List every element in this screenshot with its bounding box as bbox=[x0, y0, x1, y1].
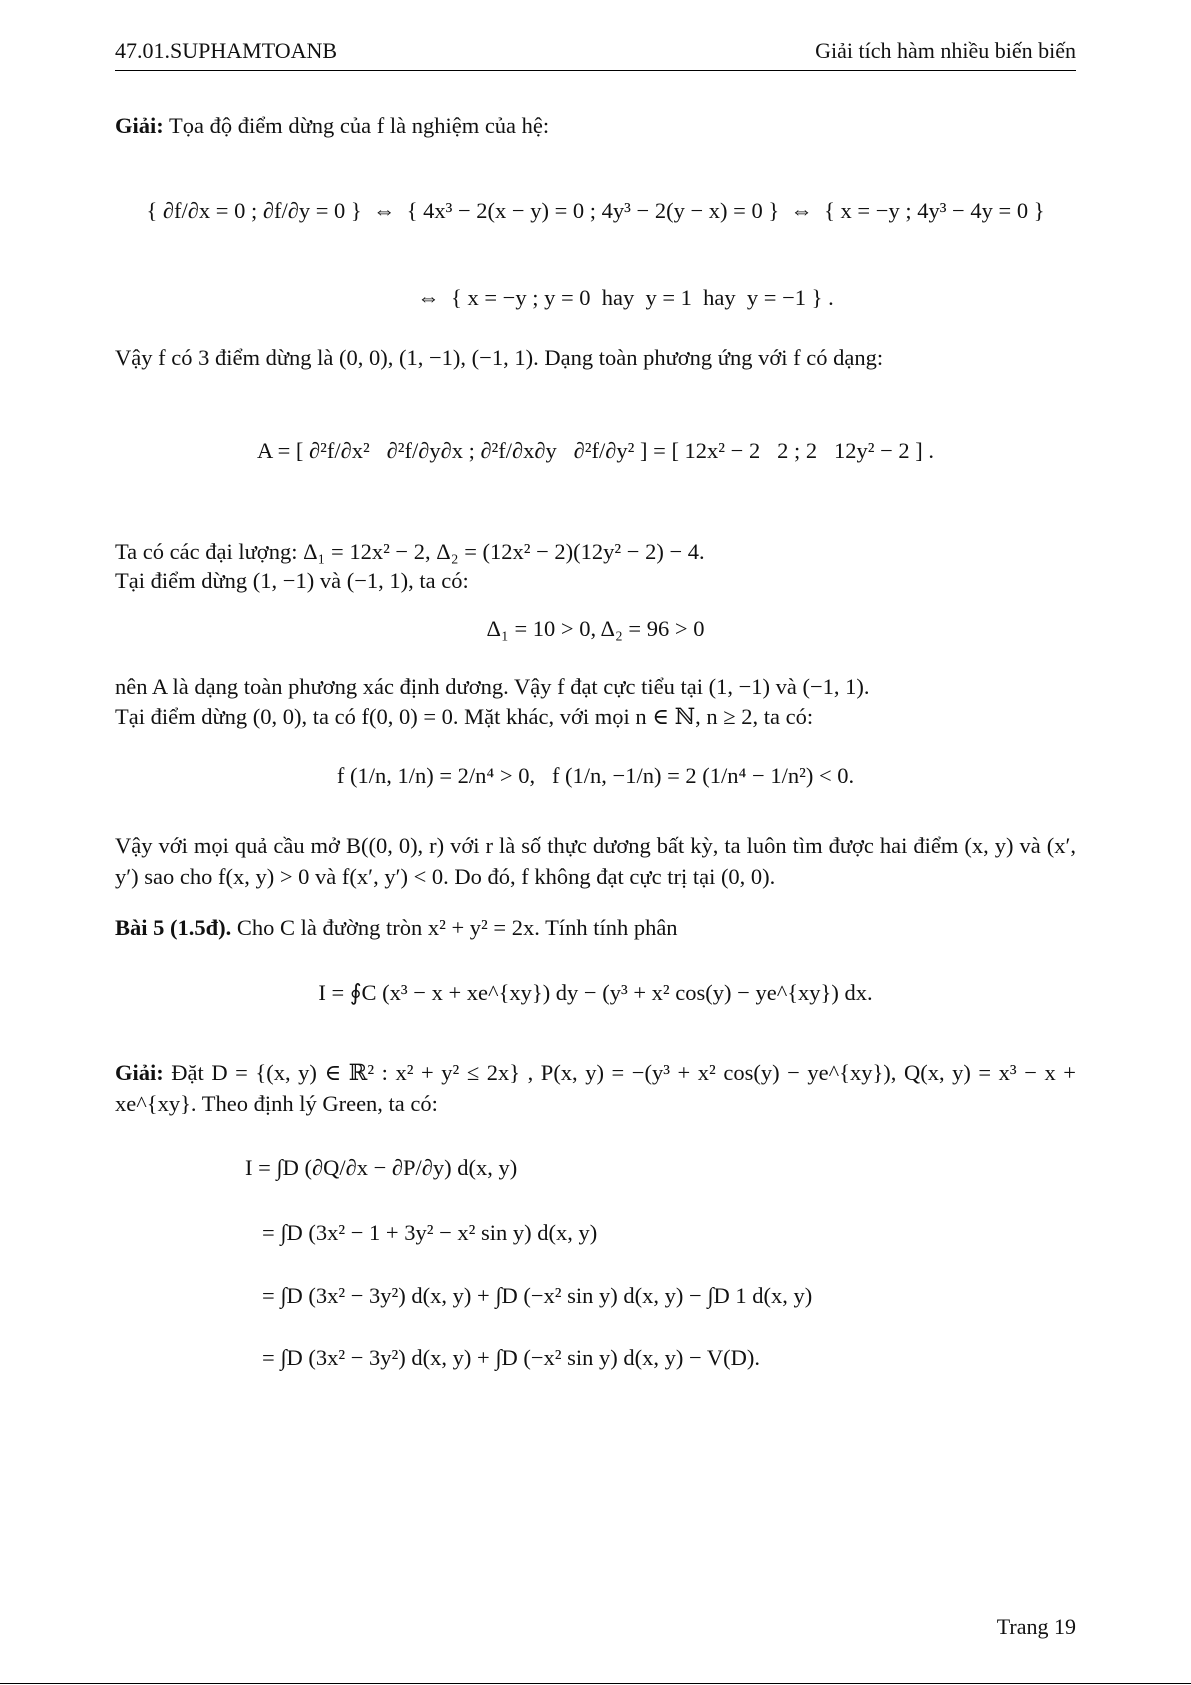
solution-2 bbox=[115, 1057, 1076, 1119]
equation-system-2: ⇔ { x = −y ; y = 0 hay y = 1 hay y = −1 } . bbox=[417, 285, 834, 310]
line-integral: I = ∮C (x³ − x + xe^{xy}) dy − (y³ + x² cos(y) − ye^{xy}) dx. bbox=[318, 980, 873, 1005]
critical-points-text: Vậy f có 3 điểm dừng là (0, 0), (1, −1), (−1, 1). Dạng toàn phương ứng với f có dạng: bbox=[115, 345, 884, 370]
f-values: f (1/n, 1/n) = 2/n⁴ > 0, f (1/n, −1/n) = 2 (1/n⁴ − 1/n²) < 0. bbox=[336, 763, 855, 788]
delta-definitions: Ta có các đại lượng: Δ₁ = 12x² − 2, Δ₂ = (12x² − 2)(12y² − 2) − 4. bbox=[115, 539, 705, 564]
solution-intro bbox=[115, 110, 1076, 141]
hessian-matrix: A = [ ∂²f/∂x² ∂²f/∂y∂x ; ∂²f/∂x∂y ∂²f/∂y² ] = [ 12x² − 2 2 ; 2 12y² − 2 ] . bbox=[256, 438, 935, 463]
problem-text: Cho C là đường tròn x² + y² = 2x. Tính tính phân bbox=[231, 915, 678, 940]
solution-2-text: Đặt D = {(x, y) ∈ ℝ² : x² + y² ≤ 2x} , P(x, y) = −(y³ + x² cos(y) − ye^{xy}), Q(x, y) = x³ − x + xe^{xy}. Theo định lý Green, ta có: bbox=[115, 1060, 1076, 1116]
header-title: Giải tích hàm nhiều biến biến bbox=[815, 38, 1076, 63]
page-header bbox=[115, 34, 1076, 71]
green-step-4: = ∫D (3x² − 3y²) d(x, y) + ∫D (−x² sin y) d(x, y) − V(D). bbox=[262, 1345, 761, 1370]
green-step-2: = ∫D (3x² − 1 + 3y² − x² sin y) d(x, y) bbox=[262, 1220, 598, 1245]
solution-intro-text: Tọa độ điểm dừng của f là nghiệm của hệ: bbox=[163, 113, 550, 138]
conclusion-no-extremum: Vậy với mọi quả cầu mở B((0, 0), r) với r là số thực dương bất kỳ, ta luôn tìm được hai điểm (x, y) và (x′, y′) sao cho f(x, y) > 0 và f(x′, y′) < 0. Do đó, f không đạt cực trị tại (0, 0). bbox=[115, 833, 1076, 889]
conclusion-minimum: nên A là dạng toàn phương xác định dương. Vậy f đạt cực tiểu tại (1, −1) và (−1, 1). bbox=[115, 674, 870, 699]
delta-values: Δ₁ = 10 > 0, Δ₂ = 96 > 0 bbox=[486, 616, 705, 641]
bottom-rule bbox=[0, 1683, 1191, 1684]
green-step-3: = ∫D (3x² − 3y²) d(x, y) + ∫D (−x² sin y) d(x, y) − ∫D 1 d(x, y) bbox=[262, 1283, 813, 1308]
solution-2-label: Giải: bbox=[115, 1060, 164, 1085]
header-course-code: 47.01.SUPHAMTOANB bbox=[115, 38, 338, 63]
problem-label: Bài 5 (1.5đ). bbox=[115, 915, 232, 940]
page-number: Trang 19 bbox=[996, 1614, 1076, 1639]
origin-analysis: Tại điểm dừng (0, 0), ta có f(0, 0) = 0. Mặt khác, với mọi n ∈ ℕ, n ≥ 2, ta có: bbox=[115, 704, 814, 729]
green-step-1: I = ∫D (∂Q/∂x − ∂P/∂y) d(x, y) bbox=[245, 1155, 518, 1180]
solution-label: Giải: bbox=[115, 113, 164, 138]
at-critical-points: Tại điểm dừng (1, −1) và (−1, 1), ta có: bbox=[115, 568, 469, 593]
problem-5 bbox=[115, 912, 1076, 943]
equation-system-1: { ∂f/∂x = 0 ; ∂f/∂y = 0 } ⇔ { 4x³ − 2(x − y) = 0 ; 4y³ − 2(y − x) = 0 } ⇔ { x = −y ; 4y³ − 4y = 0 } bbox=[146, 198, 1045, 223]
